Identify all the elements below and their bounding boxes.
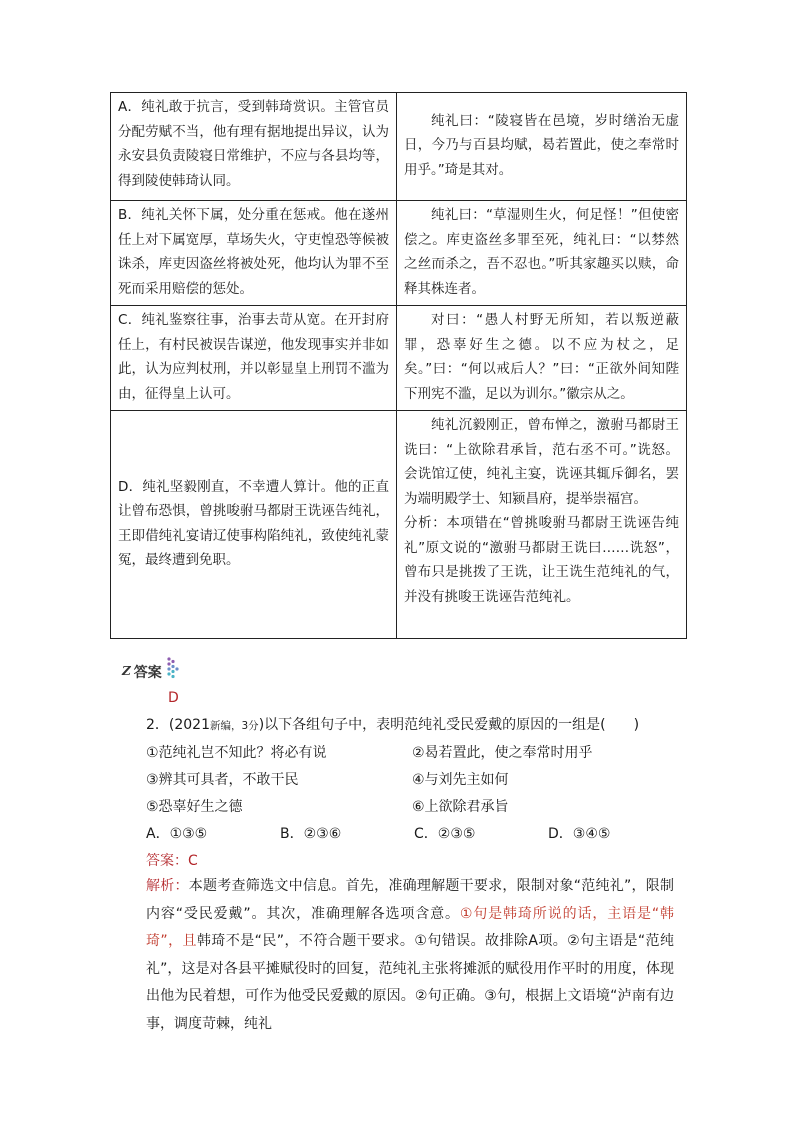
list-item: ③辨其可具者，不敢干民 <box>146 772 299 788</box>
table-row <box>111 201 687 306</box>
answer-section <box>122 656 182 706</box>
analysis-text: 分析：本项错在“曾挑唆驸马都尉王诜诬告纯礼”原文说的“激驸马都尉王诜曰……诜怒”，曾布只是挑拨了王诜，让王诜生范纯礼的气，并没有挑唆王诜诬告范纯礼。 <box>404 515 679 605</box>
list-item: ①范纯礼岂不知此？将必有说 <box>146 745 327 761</box>
list-item: ⑥上欲除君承旨 <box>412 799 509 815</box>
option-cell: D．纯礼坚毅刚直，不幸遭人算计。他的正直让曾布恐惧，曾挑唆驸马都尉王诜诬告纯礼，王即借纯礼宴请辽使事构陷纯礼，致使纯礼蒙冤，最终遭到免职。 <box>111 411 397 639</box>
explanation-text: 本题考查筛选文中信息。首先，准确理解题干要求，限制对象“范纯礼”，限制内容“受民爱戴”。其次，准确理解各选项含意。 <box>146 878 675 922</box>
list-item: ⑤恐辜好生之德 <box>146 799 243 815</box>
question-stem: 2．(2021新编，3分)以下各组句子中，表明范纯礼受民爱戴的原因的一组是( ) <box>146 717 640 733</box>
evidence-cell: 纯礼曰：“草湿则生火，何足怪！”但使密偿之。库吏盗丝多罪至死，纯礼曰：“以棼然之丝而杀之，吾不忍也。”听其家趣买以赎，命释其株连者。 <box>397 201 687 306</box>
list-item: ②曷若置此，使之奉常时用乎 <box>412 745 593 761</box>
explanation-highlight: ①句是韩琦所说的话，主语是“韩琦”，且 <box>146 905 674 949</box>
evidence-text: 纯礼沉毅刚正，曾布惮之，激驸马都尉王诜曰：“上欲除君承旨，范右丞不可。”诜怒。会诜馆辽使，纯礼主宴，诜诬其辄斥御名，罢为端明殿学士、知颍昌府，提举崇福宫。 <box>404 417 679 507</box>
explanation-text: 韩琦不是“民”，不符合题干要求。①句错误。故排除A项。②句主语是“范纯礼”，这是对各县平摊赋役时的回复，范纯礼主张将摊派的赋役用作平时的用度，体现出他为民着想，可作为他受民爱戴的原因。②句正确。③句，根据上文语境“泸南有边事，调度苛棘，纯礼 <box>146 933 674 1032</box>
option-cell: A．纯礼敢于抗言，受到韩琦赏识。主管官员分配劳赋不当，他有理有据地提出异议，认为永安县负责陵寝日常维护，不应与各县均等，得到陵使韩琦认同。 <box>111 93 397 201</box>
evidence-cell: 纯礼曰：“陵寝皆在邑境，岁时缮治无虚日，今乃与百县均赋，曷若置此，使之奉常时用乎。”琦是其对。 <box>397 93 687 201</box>
explanation <box>146 873 674 1038</box>
choice-list <box>146 821 686 848</box>
choice-a: A．①③⑤ <box>146 826 208 842</box>
options-table <box>110 92 687 639</box>
sentence-list <box>146 740 686 821</box>
answer-title: 答案 <box>133 665 162 681</box>
table-row <box>111 93 687 201</box>
explanation-lead: 解析： <box>146 878 189 894</box>
choice-d: D．③④⑤ <box>548 826 611 842</box>
list-item: ④与刘先主如何 <box>412 772 509 788</box>
triple-chevron-icon <box>166 656 182 684</box>
table-row <box>111 411 687 639</box>
choice-b: B．②③⑥ <box>280 826 342 842</box>
table-row <box>111 306 687 411</box>
question-source: 新编，3分 <box>210 720 259 732</box>
answer-label: 答案：C <box>146 853 198 869</box>
evidence-cell <box>397 411 687 639</box>
evidence-cell: 对曰：“愚人村野无所知，若以叛逆蔽罪，恐辜好生之德。以不应为杖之，足矣。”曰：“何以戒后人？”曰：“正欲外间知陛下刑宪不滥，足以为训尔。”徽宗从之。 <box>397 306 687 411</box>
answer-letter: D <box>168 690 179 706</box>
option-cell: C．纯礼鉴察往事，治事去苛从宽。在开封府任上，有村民被误告谋逆，他发现事实并非如此，认为应判杖刑，并以彰显皇上刑罚不滥为由，征得皇上认可。 <box>111 306 397 411</box>
option-cell: B．纯礼关怀下属，处分重在惩戒。他在遂州任上对下属宽厚，草场失火，守吏惶恐等候被诛杀，库吏因盗丝将被处死，他均认为罪不至死而采用赔偿的惩处。 <box>111 201 397 306</box>
question-2 <box>146 712 686 875</box>
answer-z-icon: Z <box>122 664 131 678</box>
choice-c: C．②③⑤ <box>414 826 476 842</box>
